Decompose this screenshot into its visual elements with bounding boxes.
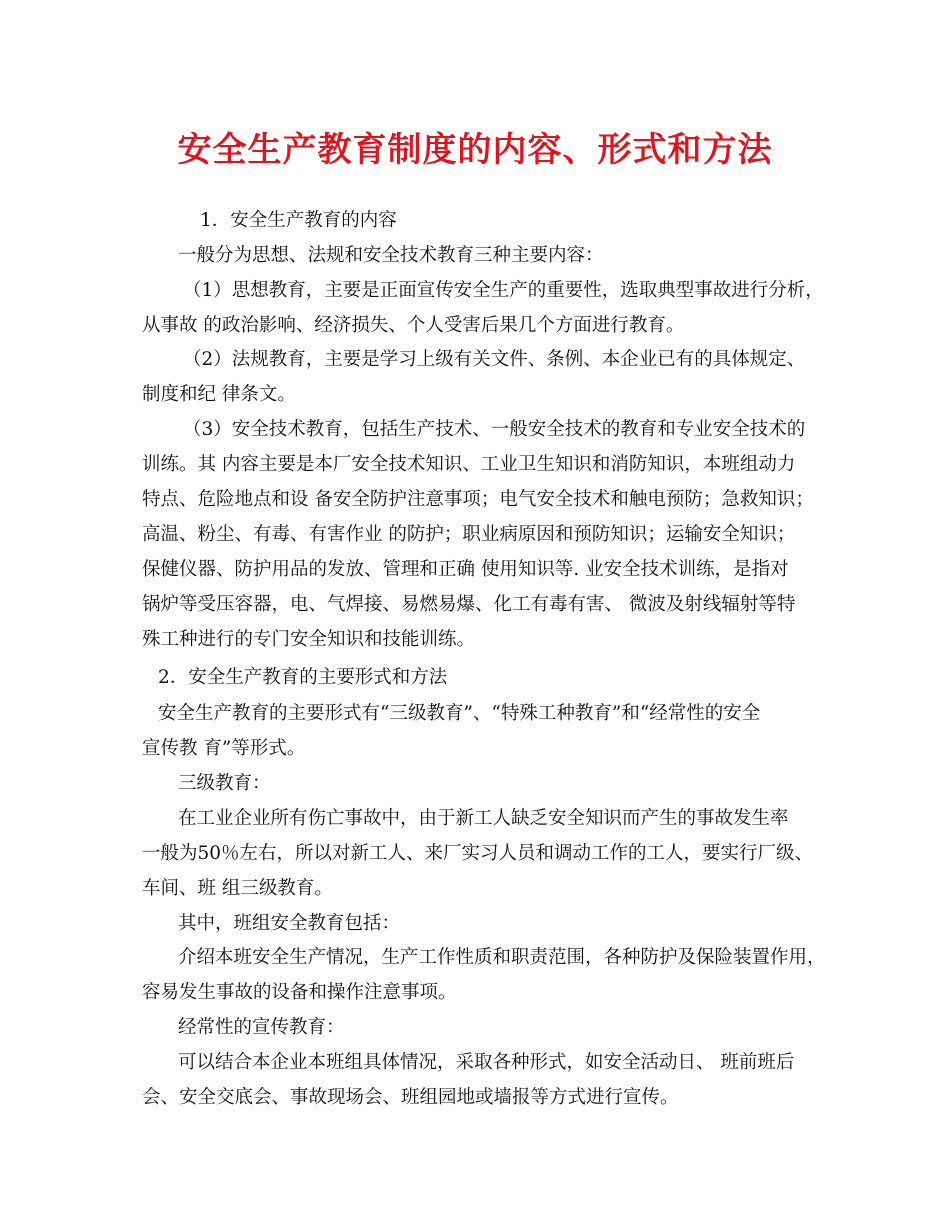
paragraph-line: （1）思想教育，主要是正面宣传安全生产的重要性，选取典型事故进行分析， xyxy=(183,280,824,301)
subheading: 三级教育： xyxy=(178,773,271,794)
subheading: 经常性的宣传教育： xyxy=(178,1017,345,1038)
paragraph-line: 高温、粉尘、有毒、有害作业 的防护；职业病原因和预防知识；运输安全知识； xyxy=(142,524,796,545)
paragraph-line: 训练。其 内容主要是本厂安全技术知识、工业卫生知识和消防知识，本班组动力 xyxy=(142,454,796,475)
paragraph-line: 会、安全交底会、事故现场会、班组园地或墙报等方式进行宣传。 xyxy=(142,1087,679,1108)
section-1-heading: 1．安全生产教育的内容 xyxy=(200,210,397,231)
paragraph-line: 容易发生事故的设备和操作注意事项。 xyxy=(142,982,457,1003)
paragraph-line: 保健仪器、防护用品的发放、管理和正确 使用知识等. 业安全技术训练，是指对 xyxy=(142,559,789,580)
paragraph-line: 可以结合本企业本班组具体情况，采取各种形式，如安全活动日、 班前班后 xyxy=(178,1052,795,1073)
paragraph-line: 锅炉等受压容器，电、气焊接、易燃易爆、化工有毒有害、 微波及射线辐射等特 xyxy=(142,594,796,615)
paragraph-line: 一般为50％左右，所以对新工人、来厂实习人员和调动工作的工人，要实行厂级、 xyxy=(142,843,814,864)
paragraph-line: 从事故 的政治影响、经济损失、个人受害后果几个方面进行教育。 xyxy=(142,315,685,336)
paragraph-line: 在工业企业所有伤亡事故中，由于新工人缺乏安全知识而产生的事故发生率 xyxy=(178,808,789,829)
paragraph-line: （2）法规教育，主要是学习上级有关文件、条例、本企业已有的具体规定、 xyxy=(183,349,806,370)
section-2-heading: 2．安全生产教育的主要形式和方法 xyxy=(158,667,448,688)
paragraph-line: 车间、班 组三级教育。 xyxy=(142,878,333,899)
paragraph-line: 制度和纪 律条文。 xyxy=(142,384,296,405)
document-title: 安全生产教育制度的内容、形式和方法 xyxy=(177,130,773,170)
subheading: 其中，班组安全教育包括： xyxy=(178,913,401,934)
paragraph-line: 特点、危险地点和设 备安全防护注意事项；电气安全技术和触电预防；急救知识； xyxy=(142,489,814,510)
paragraph-line: 殊工种进行的专门安全知识和技能训练。 xyxy=(142,629,476,650)
paragraph-line: 安全生产教育的主要形式有“三级教育”、“特殊工种教育”和“经常性的安全 xyxy=(158,703,761,724)
paragraph-line: （3）安全技术教育，包括生产技术、一般安全技术的教育和专业安全技术的 xyxy=(183,419,806,440)
paragraph-line: 介绍本班安全生产情况，生产工作性质和职责范围，各种防护及保险装置作用， xyxy=(178,947,826,968)
paragraph-line: 宣传教 育”等形式。 xyxy=(142,738,306,759)
paragraph-line: 一般分为思想、法规和安全技术教育三种主要内容： xyxy=(178,245,604,266)
